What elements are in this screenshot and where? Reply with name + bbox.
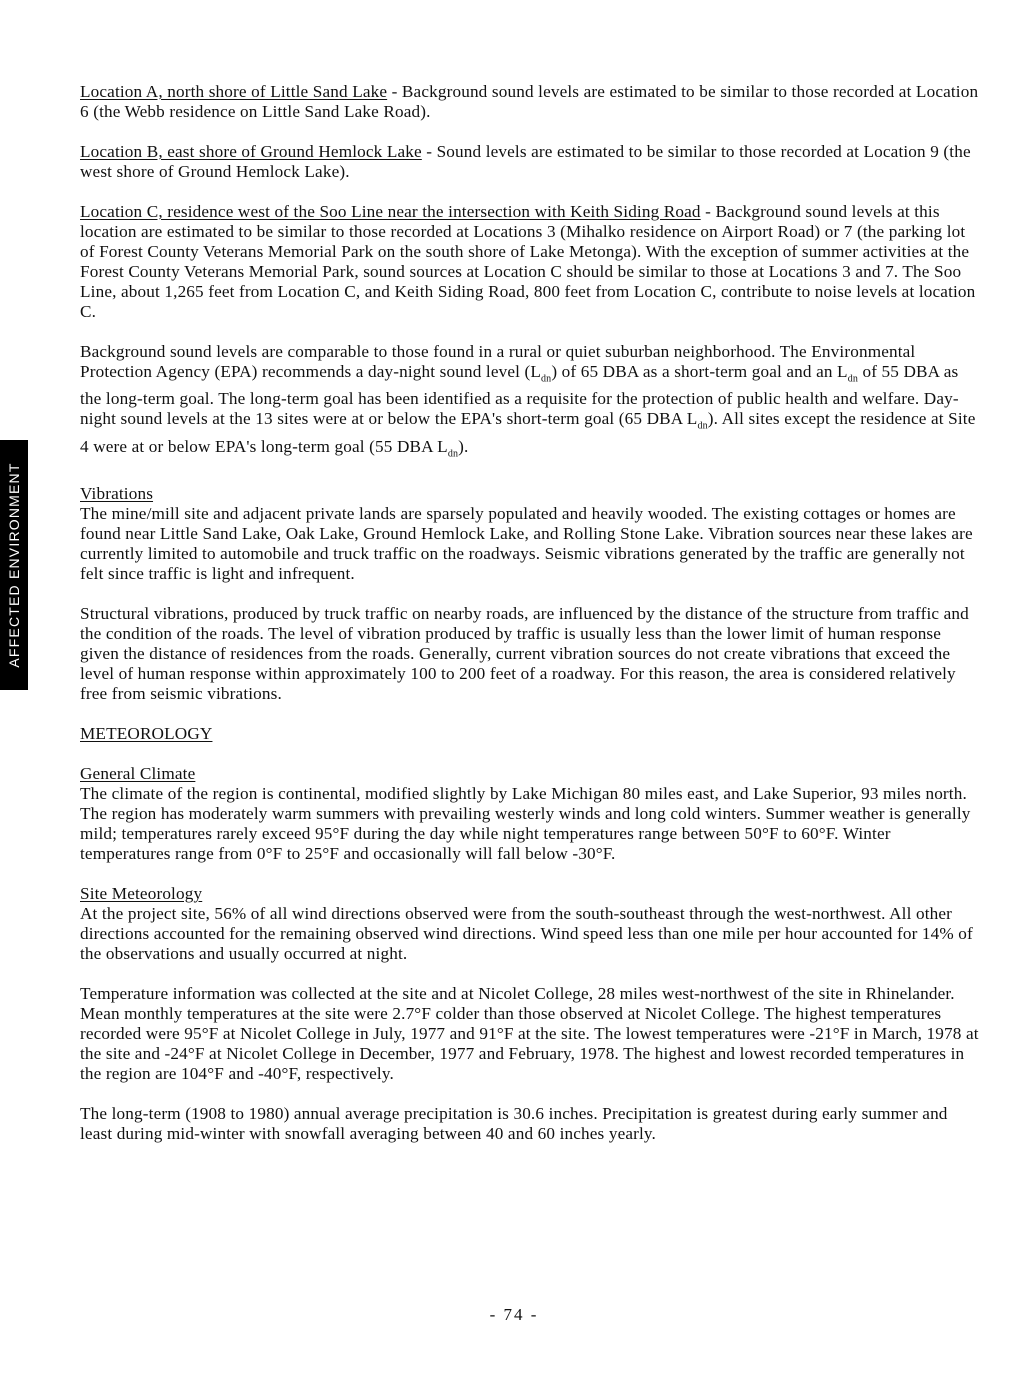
general-climate-heading: General Climate [80, 764, 196, 784]
location-c-paragraph [80, 202, 980, 322]
location-a-text: - Background sound levels are estimated to be similar to those recorded at Location 6 (the Webb residence on Little Sand Lake Road). [80, 82, 979, 121]
ldn-subscript-3: dn [697, 420, 708, 432]
vibrations-paragraph-2: Structural vibrations, produced by truck traffic on nearby roads, are influenced by the distance of the structure from traffic and the condition of the roads. The level of vibration produced by traffic is usually less than the lower limit of human response given the distance of residences from the roads. Generally, current vibration sources do not create vibrations that exceed the level of human response within approximately 100 to 200 feet of a roadway. For this reason, the area is considered relatively free from seismic vibrations. [80, 604, 969, 704]
ldn-subscript-2: dn [847, 373, 859, 385]
background-sound-paragraph [80, 342, 980, 464]
background-text-4: ). All sites except the residence at Site 4 were at or below EPA's long-term goal (55 DBA L [80, 409, 976, 456]
location-a-heading: Location A, north shore of Little Sand Lake [80, 82, 388, 101]
location-c-heading: Location C, residence west of the Soo Line near the intersection with Keith Siding Road [80, 202, 701, 221]
section-side-tab [0, 440, 28, 690]
background-text-5: ). [458, 436, 469, 456]
ldn-subscript-4: dn [447, 448, 459, 460]
temperature-paragraph: Temperature information was collected at the site and at Nicolet College, 28 miles west-northwest of the site in Rhinelander. Mean monthly temperatures at the site were 2.7°F colder than those observed at Nicolet College. The highest temperatures recorded were 95°F at Nicolet College in July, 1977 and 91°F at the site. The lowest temperatures were -21°F in March, 1978 at the site and -24°F at Nicolet College in December, 1977 and February, 1978. The highest and lowest recorded temperatures in the region are 104°F and -40°F, respectively. [80, 984, 979, 1084]
page-body [80, 82, 980, 1144]
background-text-2: ) of 65 DBA as a short-term goal and an L [551, 362, 848, 381]
vibrations-heading: Vibrations [80, 484, 154, 504]
vibrations-paragraph-1: The mine/mill site and adjacent private lands are sparsely populated and heavily wooded. The existing cottages or homes are found near Little Sand Lake, Oak Lake, Ground Hemlock Lake, and Rolling Stone Lake. Vibration sources near these lakes are currently limited to automobile and truck traffic on the roadways. Seismic vibrations generated by the traffic are generally not felt since traffic is light and infrequent. [80, 504, 973, 584]
page-number: - 74 - [489, 1305, 539, 1324]
meteorology-heading: METEOROLOGY [80, 724, 213, 744]
side-tab-label: AFFECTED ENVIRONMENT [6, 462, 22, 668]
location-b-paragraph [80, 142, 980, 182]
location-a-paragraph [80, 82, 980, 122]
background-text-1: Background sound levels are comparable to those found in a rural or quiet suburban neighborhood. The Environmental Protection Agency (EPA) recommends a day-night sound level (L [80, 342, 916, 381]
general-climate-paragraph: The climate of the region is continental, modified slightly by Lake Michigan 80 miles east, and Lake Superior, 93 miles north. The region has moderately warm summers with prevailing westerly winds and long cold winters. Summer weather is generally mild; temperatures rarely exceed 95°F during the day while night temperatures range between 50°F to 60°F. Winter temperatures range from 0°F to 25°F and occasionally will fall below -30°F. [80, 784, 971, 864]
location-b-text: - Sound levels are estimated to be similar to those recorded at Location 9 (the west shore of Ground Hemlock Lake). [80, 142, 971, 181]
precipitation-paragraph: The long-term (1908 to 1980) annual average precipitation is 30.6 inches. Precipitation is greatest during early summer and least during mid-winter with snowfall averaging between 40 and 60 inches yearly. [80, 1104, 948, 1144]
background-text-3: of 55 DBA as the long-term goal. The long-term goal has been identified as a requisite for the protection of public health and welfare. Day-night sound levels at the 13 sites were at or below the EPA's short-term goal (65 DBA L [80, 362, 959, 429]
site-meteorology-paragraph: At the project site, 56% of all wind directions observed were from the south-southeast through the west-northwest. All other directions accounted for the remaining observed wind directions. Wind speed less than one mile per hour accounted for 14% of the observations and usually occurred at night. [80, 904, 973, 964]
site-meteorology-heading: Site Meteorology [80, 884, 203, 904]
location-b-heading: Location B, east shore of Ground Hemlock Lake [80, 142, 422, 161]
ldn-subscript-1: dn [541, 373, 552, 385]
location-c-text: - Background sound levels at this location are estimated to be similar to those recorded at Locations 3 (Mihalko residence on Airport Road) or 7 (the parking lot of Forest County Veterans Memorial Park on the south shore of Lake Metonga). With the exception of summer activities at the Forest County Veterans Memorial Park, sound sources at Location C should be similar to those at Locations 3 and 7. The Soo Line, about 1,265 feet from Location C, and Keith Siding Road, 800 feet from Location C, contribute to noise levels at location C. [80, 202, 976, 321]
